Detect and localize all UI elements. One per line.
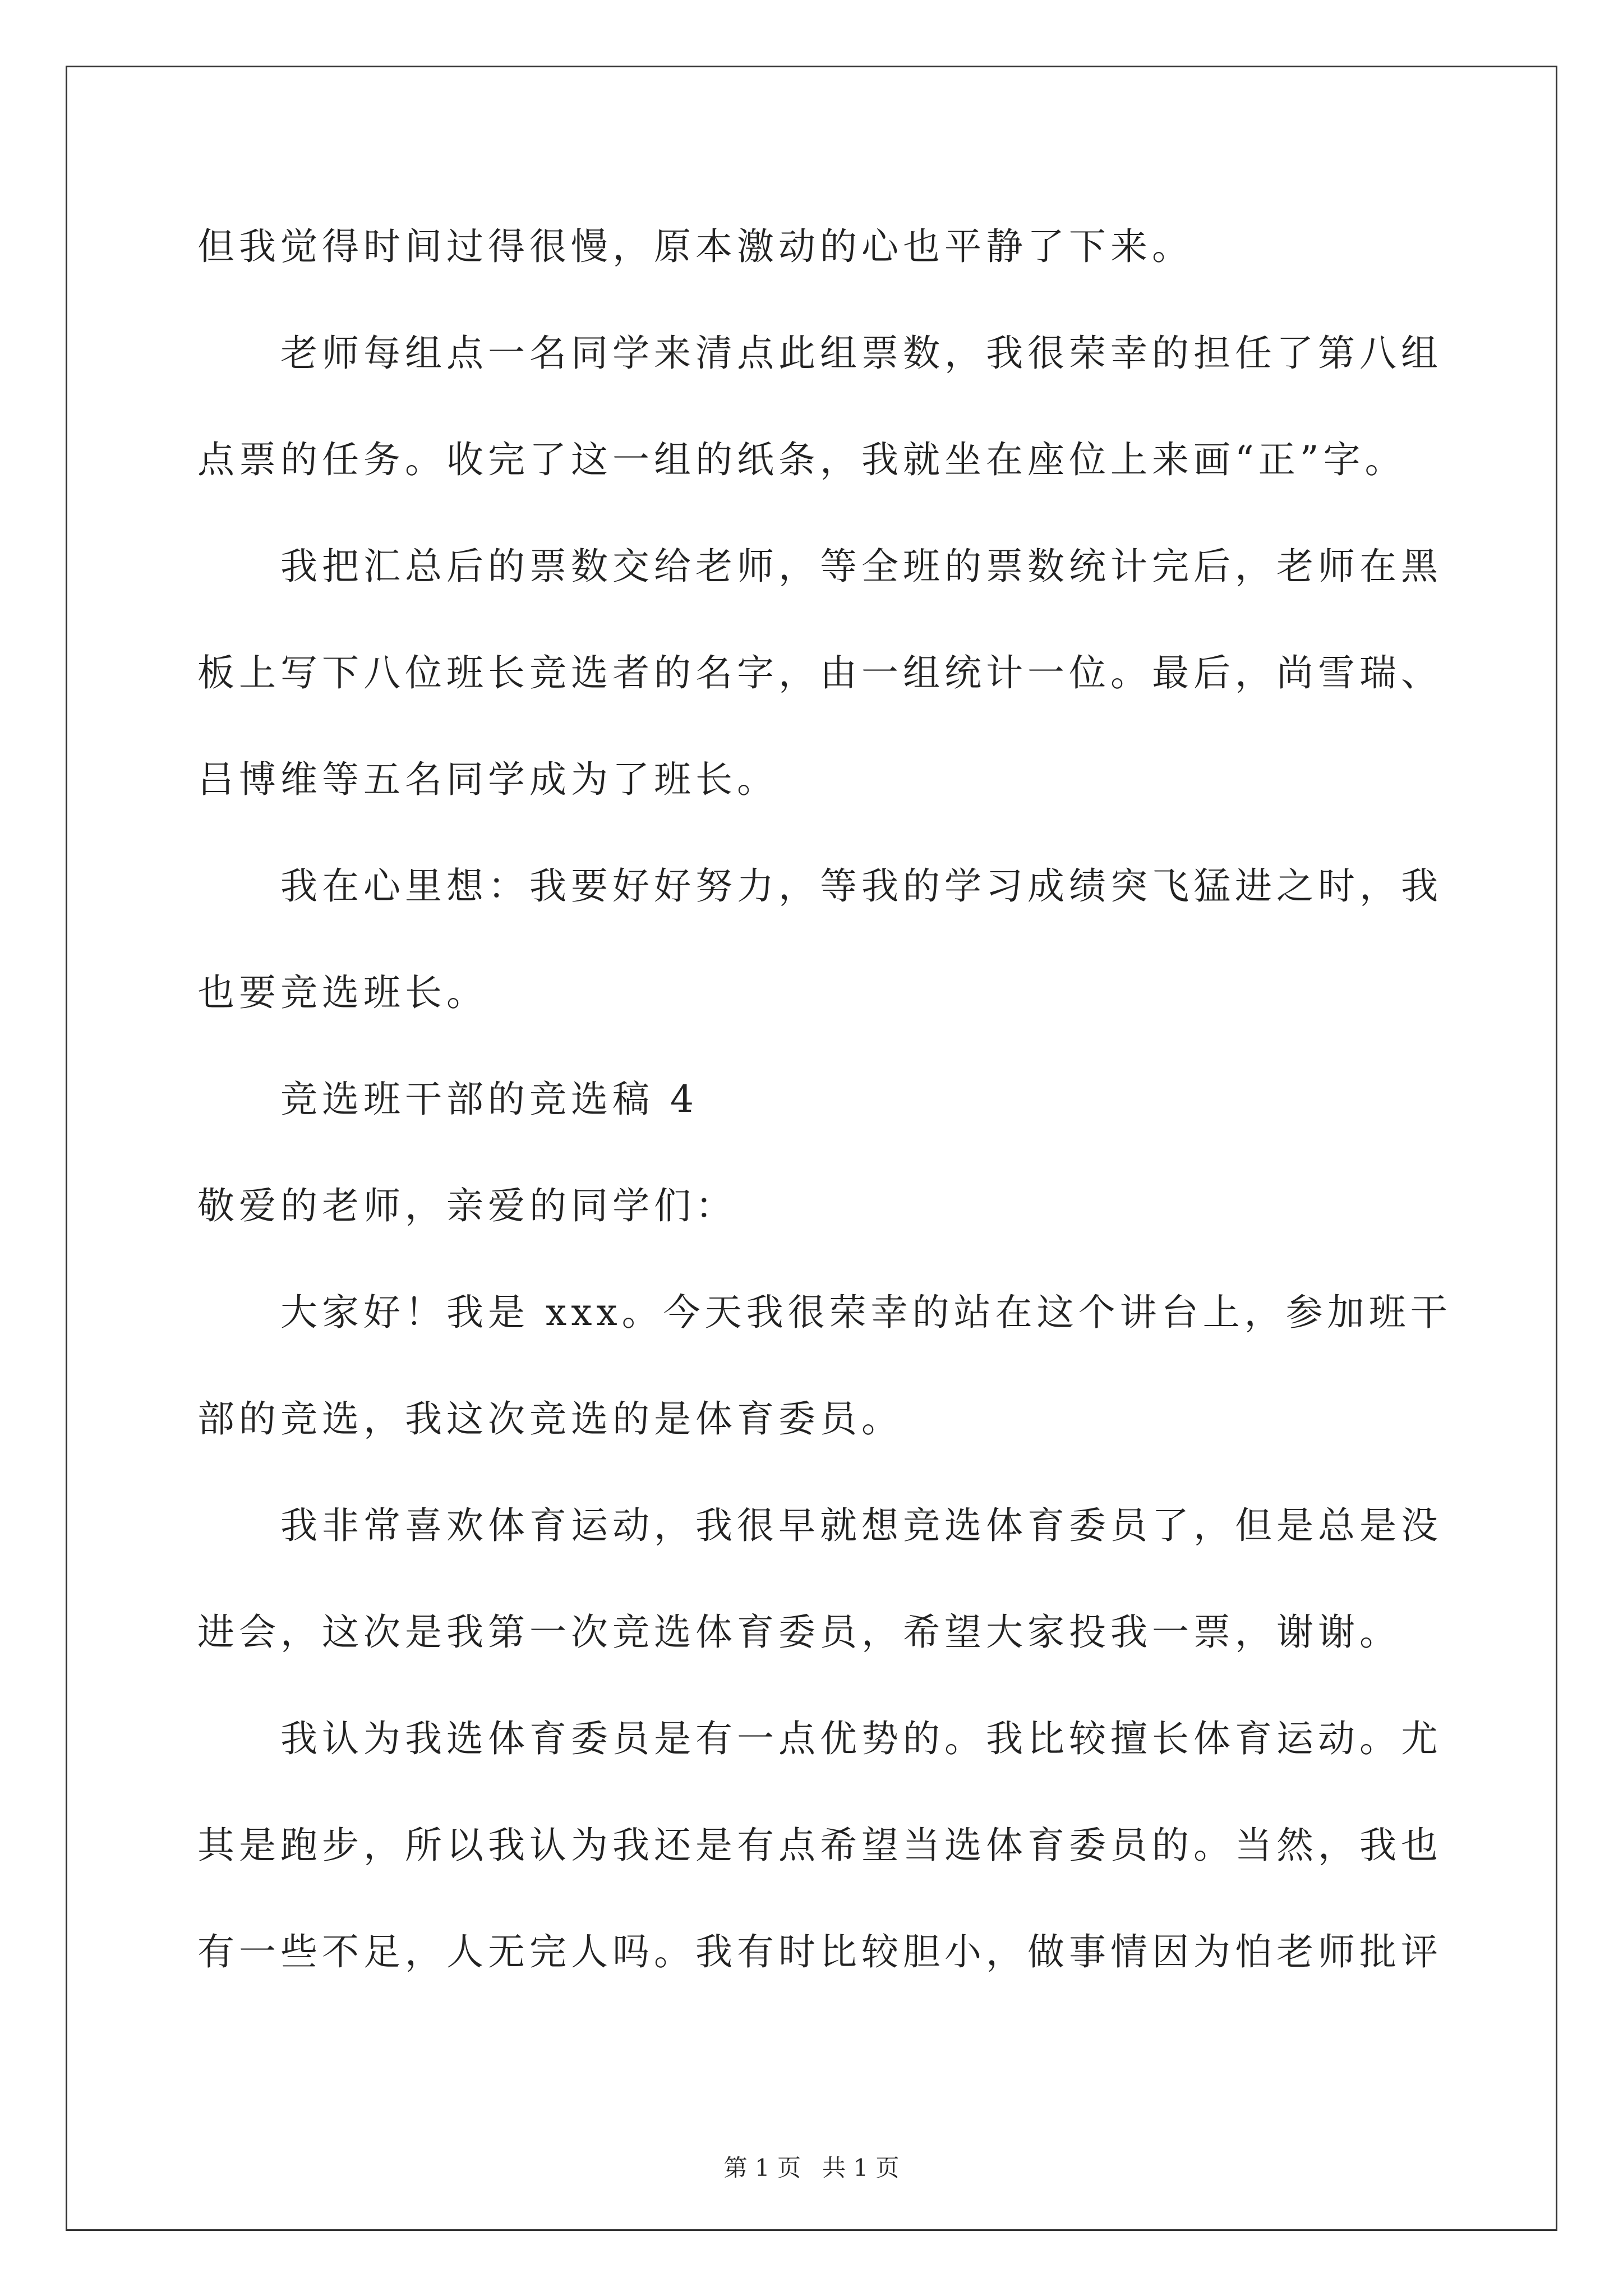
text-line: 进会，这次是我第一次竞选体育委员，希望大家投我一票，谢谢。 xyxy=(197,1611,1401,1654)
text-line: 吕博维等五名同学成为了班长。 xyxy=(197,758,778,801)
page-border xyxy=(66,66,1557,2231)
text-line: 也要竞选班长。 xyxy=(197,971,488,1014)
page-footer xyxy=(0,2151,1623,2185)
page-number: 第 1 页 xyxy=(723,2154,801,2182)
text-line: 我非常喜欢体育运动，我很早就想竞选体育委员了，但是总是没 xyxy=(280,1504,1442,1547)
text-line: 但我觉得时间过得很慢，原本激动的心也平静了下来。 xyxy=(197,225,1193,268)
text-line: 大家好！我是 xxx。今天我很荣幸的站在这个讲台上，参加班干 xyxy=(280,1291,1452,1334)
text-line: 我认为我选体育委员是有一点优势的。我比较擅长体育运动。尤 xyxy=(280,1717,1442,1760)
text-line: 点票的任务。收完了这一组的纸条，我就坐在座位上来画“正”字。 xyxy=(197,438,1407,481)
page-total: 共 1 页 xyxy=(822,2154,900,2182)
text-line: 我在心里想：我要好好努力，等我的学习成绩突飞猛进之时，我 xyxy=(280,864,1442,908)
salutation: 敬爱的老师，亲爱的同学们： xyxy=(197,1184,737,1227)
text-line: 有一些不足，人无完人吗。我有时比较胆小，做事情因为怕老师批评 xyxy=(197,1930,1442,1973)
section-heading: 竞选班干部的竞选稿 4 xyxy=(280,1078,698,1121)
text-line: 其是跑步，所以我认为我还是有点希望当选体育委员的。当然，我也 xyxy=(197,1824,1442,1867)
text-line: 老师每组点一名同学来清点此组票数，我很荣幸的担任了第八组 xyxy=(280,332,1442,375)
text-line: 我把汇总后的票数交给老师，等全班的票数统计完后，老师在黑 xyxy=(280,545,1442,588)
text-line: 板上写下八位班长竞选者的名字，由一组统计一位。最后，尚雪瑞、 xyxy=(197,651,1442,694)
text-line: 部的竞选，我这次竞选的是体育委员。 xyxy=(197,1397,903,1441)
